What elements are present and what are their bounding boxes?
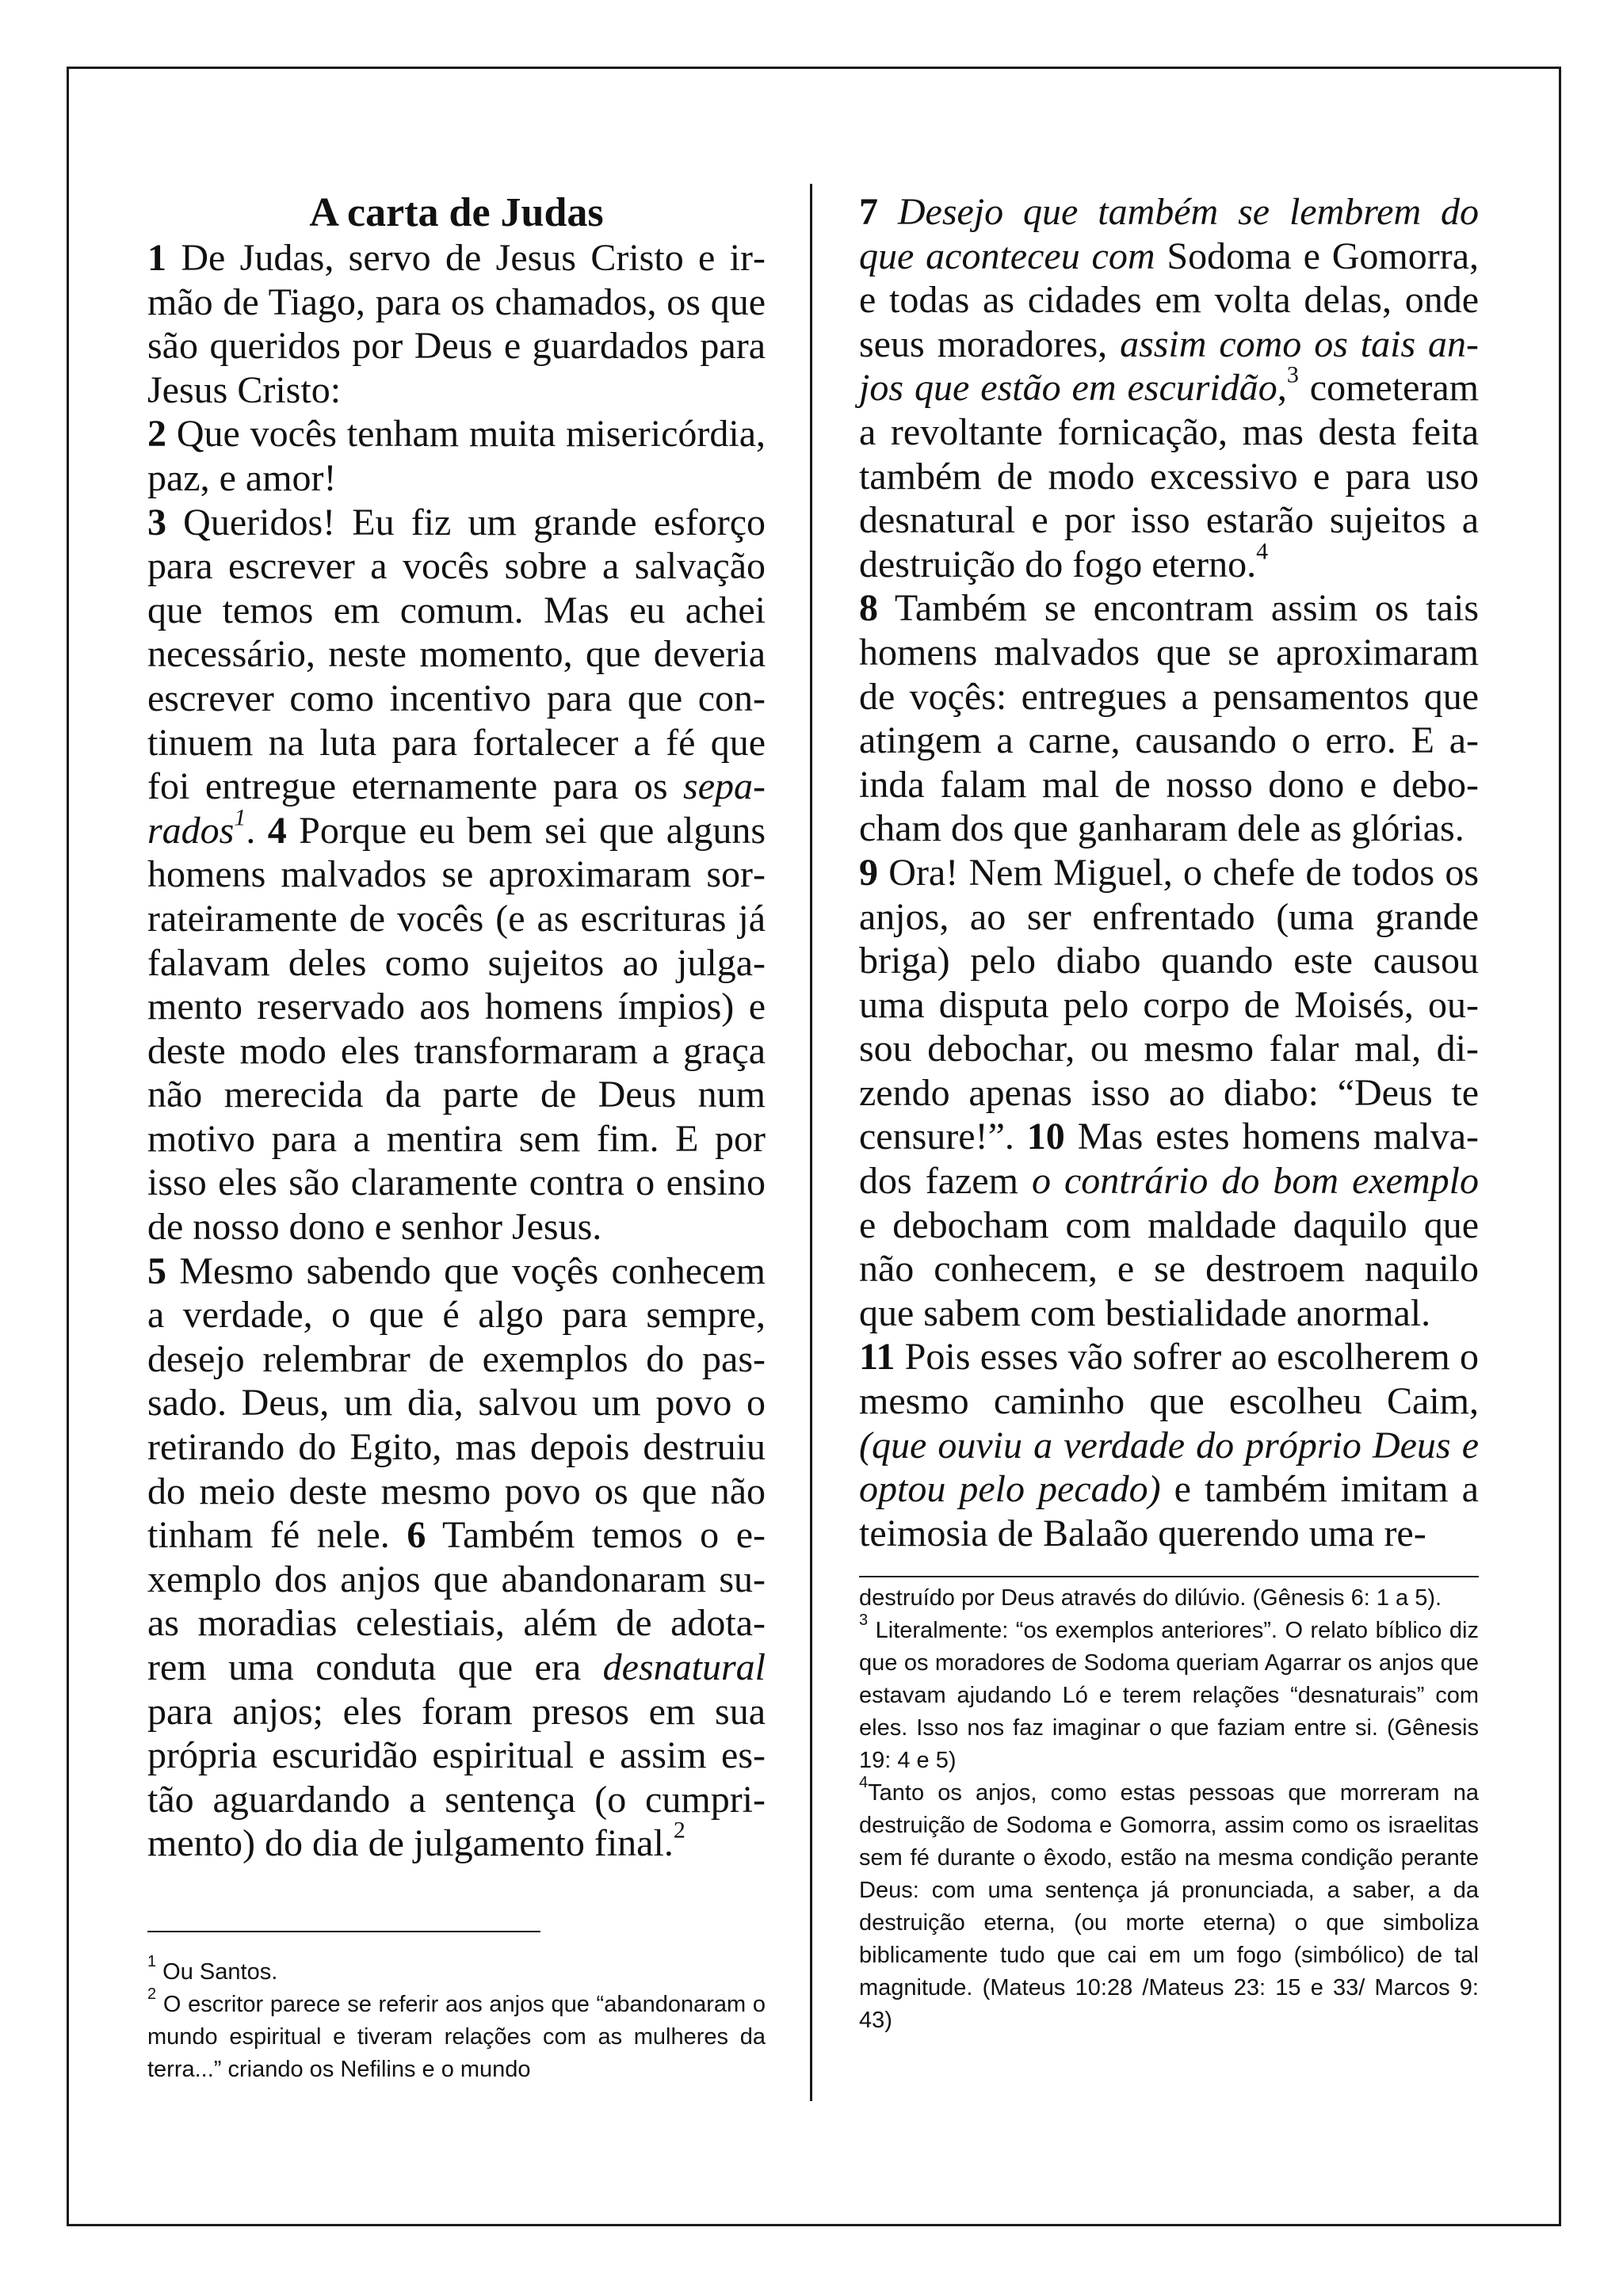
footnote <box>859 1611 1479 1777</box>
verse-text-italic: separados <box>147 765 766 852</box>
verse-paragraph <box>859 190 1479 586</box>
verse-number: 3 <box>147 501 166 543</box>
left-column <box>147 190 766 2086</box>
footnote-number: 4 <box>859 1774 869 1792</box>
footnote-number: 1 <box>147 1952 157 1970</box>
verse-number: 8 <box>859 587 878 630</box>
verse-text: Queridos! Eu fiz um grande esforço para escrever a vocês sobre a salvação que temos em comum. Mas eu achei necessário, neste momento, que deveria escrever como incentivo para que continuem na luta para fortalecer a fé que foi entregue eternamente para os <box>147 501 766 808</box>
verse-text: Mas estes homens malvados fazem <box>859 1116 1479 1203</box>
document-title: A carta de Judas <box>309 190 604 235</box>
verse-number: 1 <box>147 237 166 279</box>
verse-paragraph <box>147 412 766 500</box>
verse-paragraph <box>859 1335 1479 1555</box>
verse-paragraph <box>147 1249 766 1866</box>
verse-paragraph <box>147 236 766 412</box>
verse-text-italic: assim como os tais anjos que estão em escuridão <box>859 322 1479 410</box>
footnote-ref: 1 <box>234 804 246 831</box>
verse-number: 4 <box>267 809 287 852</box>
footnote-text: Literalmente: “os exemplos anteriores”. O relato bíblico diz que os moradores de Sodoma queriam Agarrar os anjos que estavam ajudando Ló e terem relações “desnaturais” com eles. Isso nos faz imaginar o que faziam entre si. (Gênesis 19: 4 e 5) <box>859 1618 1479 1774</box>
verse-text: . <box>246 809 268 852</box>
right-main-text <box>859 190 1479 1555</box>
verse-text: e também imitam a teimosia de Balaão querendo uma re- <box>859 1468 1479 1554</box>
verse-text-italic: desnatural <box>602 1646 766 1688</box>
footnote <box>147 1985 766 2086</box>
verse-text <box>878 191 898 233</box>
verse-text: Ora! Nem Miguel, o chefe de todos os anjos, ao ser enfrentado (uma grande briga) pelo diabo quando este causou uma disputa pelo corpo de Moisés, ousou debochar, ou mesmo falar mal, dizendo apenas isso ao diabo: “Deus te censure!”. <box>859 851 1479 1158</box>
footnote-rule <box>147 1931 540 1932</box>
verse-text: para anjos; eles foram presos em sua própria escuridão espiritual e assim estão aguardando a sentença (o cumprimento) do dia de julgamento final. <box>147 1690 766 1865</box>
verse-text: De Judas, servo de Jesus Cristo e irmão de Tiago, para os chamados, os que são queridos por Deus e guardados para Jesus Cristo: <box>147 237 766 411</box>
footnote-ref: 3 <box>1286 361 1299 388</box>
footnote-text: O escritor parece se referir aos anjos que “abandonaram o mundo espiritual e tiveram relações com as mulheres da terra...” criando os Nefilins e o mundo <box>147 1991 766 2082</box>
verse-text-italic: (que ouviu a verdade do próprio Deus e optou pelo pecado) <box>859 1424 1479 1511</box>
verse-text: e debocham com maldade daquilo que não conhecem, e se destroem naquilo que sabem com bestialidade anormal. <box>859 1203 1479 1334</box>
footnote-number: 3 <box>859 1611 869 1630</box>
verse-text: Sodoma e Gomorra, e todas as cidades em volta delas, onde seus moradores, <box>859 235 1479 365</box>
verse-paragraph <box>859 851 1479 1336</box>
left-main-text <box>147 236 766 1866</box>
verse-number: 2 <box>147 413 166 456</box>
verse-text: Pois esses vão sofrer ao escolherem o mesmo caminho que escolheu Caim, <box>859 1336 1479 1423</box>
verse-text: Que vocês tenham muita misericórdia, paz, e amor! <box>147 413 766 499</box>
column-divider <box>810 184 812 2101</box>
footnote-text: Tanto os anjos, como estas pessoas que morreram na destruição de Sodoma e Gomorra, assim como os israelitas sem fé durante o êxodo, estão na mesma condição perante Deus: com uma sentença já pronunciada, a saber, a da destruição eterna, (ou morte eterna) o que simboliza biblicamente tudo que cai em um fogo (simbólico) de tal magnitude. (Mateus 10:28 /Mateus 23: 15 e 33/ Marcos 9: 43) <box>859 1780 1479 2034</box>
footnote-rule <box>859 1576 1479 1577</box>
verse-paragraph <box>859 586 1479 851</box>
footnote <box>859 1774 1479 2037</box>
verse-text-italic: o contrário do bom exemplo <box>1031 1160 1479 1203</box>
verse-text: Também temos o exemplo dos anjos que abandonaram suas moradias celestiais, além de adotarem uma conduta que era <box>147 1514 766 1688</box>
footnote-ref: 4 <box>1256 538 1269 565</box>
verse-number: 11 <box>859 1336 896 1379</box>
verse-text: cometeram a revoltante fornicação, mas desta feita também de modo excessivo e para uso desnatural e por isso estarão sujeitos a destruição do fogo eterno. <box>859 367 1479 585</box>
verse-number: 9 <box>859 851 878 894</box>
verse-text-italic: Desejo que também se lembrem do que aconteceu com <box>859 191 1480 277</box>
verse-number: 5 <box>147 1249 166 1292</box>
footnote <box>147 1952 766 1989</box>
verse-text: Porque eu bem sei que alguns homens malvados se aproximaram sorrateiramente de vocês (e as escrituras já falavam deles como sujeitos ao julgamento reservado aos homens ímpios) e deste modo eles transformaram a graça não merecida da parte de Deus num motivo para a mentira sem fim. E por isso eles são claramente contra o ensino de nosso dono e senhor Jesus. <box>147 809 766 1249</box>
verse-number: 6 <box>407 1514 426 1557</box>
verse-text: , <box>1277 367 1287 410</box>
footnote-ref: 2 <box>673 1817 685 1844</box>
footnote-number: 2 <box>147 1985 157 2003</box>
verse-text: Mesmo sabendo que voçês conhecem a verdade, o que é algo para sempre, desejo relembrar de exemplos do passado. Deus, um dia, salvou um povo o retirando do Egito, mas depois destruiu do meio deste mesmo povo os que não tinham fé nele. <box>147 1249 766 1557</box>
verse-paragraph <box>147 501 766 1249</box>
verse-number: 10 <box>1026 1116 1065 1158</box>
verse-number: 7 <box>859 191 878 233</box>
footnote-text: Ou Santos. <box>156 1958 278 1985</box>
footnote-continuation <box>859 1582 1479 1615</box>
footnote-text: destruído por Deus através do dilúvio. (Gênesis 6: 1 a 5). <box>859 1585 1442 1611</box>
right-column <box>859 190 1479 2037</box>
verse-text: Também se encontram assim os tais homens malvados que se aproximaram de voçês: entregues a pensamentos que atingem a carne, causando o erro. E ainda falam mal de nosso dono e debocham dos que ganharam dele as glórias. <box>859 587 1479 850</box>
